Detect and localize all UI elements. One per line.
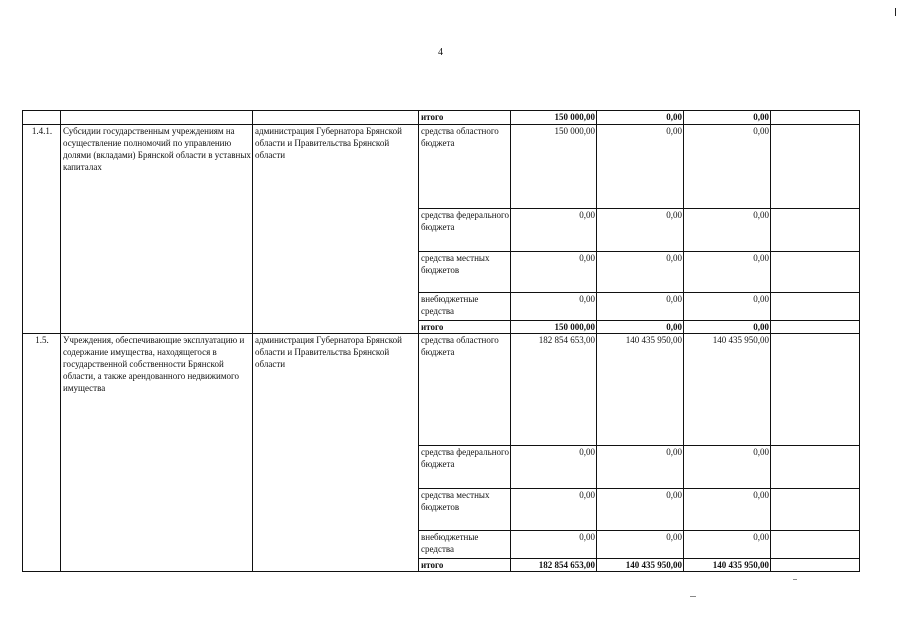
value-cell-2024: 140 435 950,00 [597,334,684,446]
name-cell: Субсидии государственным учреждениям на осуществление полномочий по управлению долями (вкладами) Брянской области в уставных капиталах [61,125,253,334]
value-cell-2024: 0,00 [597,209,684,252]
table-row [23,334,860,446]
value-cell-2025: 0,00 [684,111,771,125]
value-cell-2025: 0,00 [684,209,771,252]
value-cell-2024: 0,00 [597,293,684,321]
source-cell: итого [419,321,511,334]
empty-cell [771,111,860,125]
value-cell-2025: 0,00 [684,321,771,334]
value-cell-2023: 0,00 [511,489,597,531]
value-cell-2025: 0,00 [684,293,771,321]
budget-table [22,110,860,572]
source-cell: средства федерального бюджета [419,209,511,252]
value-cell-2024: 0,00 [597,111,684,125]
table-row [23,125,860,209]
source-cell: итого [419,559,511,572]
value-cell-2023: 150 000,00 [511,111,597,125]
source-cell: средства областного бюджета [419,334,511,446]
value-cell-2024: 0,00 [597,252,684,293]
value-cell-2025: 0,00 [684,125,771,209]
source-cell: средства областного бюджета [419,125,511,209]
empty-cell [771,293,860,321]
value-cell-2023: 0,00 [511,531,597,559]
executor-cell: администрация Губернатора Брянской области и Правительства Брянской области [253,334,419,572]
value-cell-2023: 150 000,00 [511,125,597,209]
value-cell-2025: 0,00 [684,446,771,489]
source-cell: внебюджетные средства [419,531,511,559]
code-cell: 1.4.1. [23,125,61,334]
value-cell-2023: 150 000,00 [511,321,597,334]
value-cell-2024: 0,00 [597,489,684,531]
value-cell-2024: 0,00 [597,125,684,209]
code-cell: 1.5. [23,334,61,572]
executor-cell [253,111,419,125]
value-cell-2025: 140 435 950,00 [684,559,771,572]
value-cell-2023: 0,00 [511,252,597,293]
empty-cell [771,321,860,334]
value-cell-2024: 0,00 [597,321,684,334]
scan-edge-mark [895,8,896,16]
value-cell-2023: 182 854 653,00 [511,559,597,572]
value-cell-2024: 0,00 [597,531,684,559]
value-cell-2025: 0,00 [684,531,771,559]
value-cell-2023: 0,00 [511,446,597,489]
empty-cell [771,334,860,446]
empty-cell [771,559,860,572]
value-cell-2025: 0,00 [684,252,771,293]
scan-artifact [690,596,696,597]
source-cell: итого [419,111,511,125]
source-cell: средства местных бюджетов [419,252,511,293]
empty-cell [771,209,860,252]
value-cell-2023: 0,00 [511,209,597,252]
source-cell: средства федерального бюджета [419,446,511,489]
value-cell-2023: 0,00 [511,293,597,321]
name-cell [61,111,253,125]
empty-cell [771,531,860,559]
code-cell [23,111,61,125]
value-cell-2023: 182 854 653,00 [511,334,597,446]
scan-artifact [793,579,797,580]
page-number: 4 [438,47,443,58]
empty-cell [771,489,860,531]
source-cell: внебюджетные средства [419,293,511,321]
name-cell: Учреждения, обеспечивающие эксплуатацию и содержание имущества, находящегося в государственной собственности Брянской области, а также арендованного недвижимого имущества [61,334,253,572]
value-cell-2024: 0,00 [597,446,684,489]
value-cell-2024: 140 435 950,00 [597,559,684,572]
executor-cell: администрация Губернатора Брянской области и Правительства Брянской области [253,125,419,334]
empty-cell [771,446,860,489]
empty-cell [771,252,860,293]
table-row-total [23,111,860,125]
value-cell-2025: 0,00 [684,489,771,531]
source-cell: средства местных бюджетов [419,489,511,531]
value-cell-2025: 140 435 950,00 [684,334,771,446]
empty-cell [771,125,860,209]
